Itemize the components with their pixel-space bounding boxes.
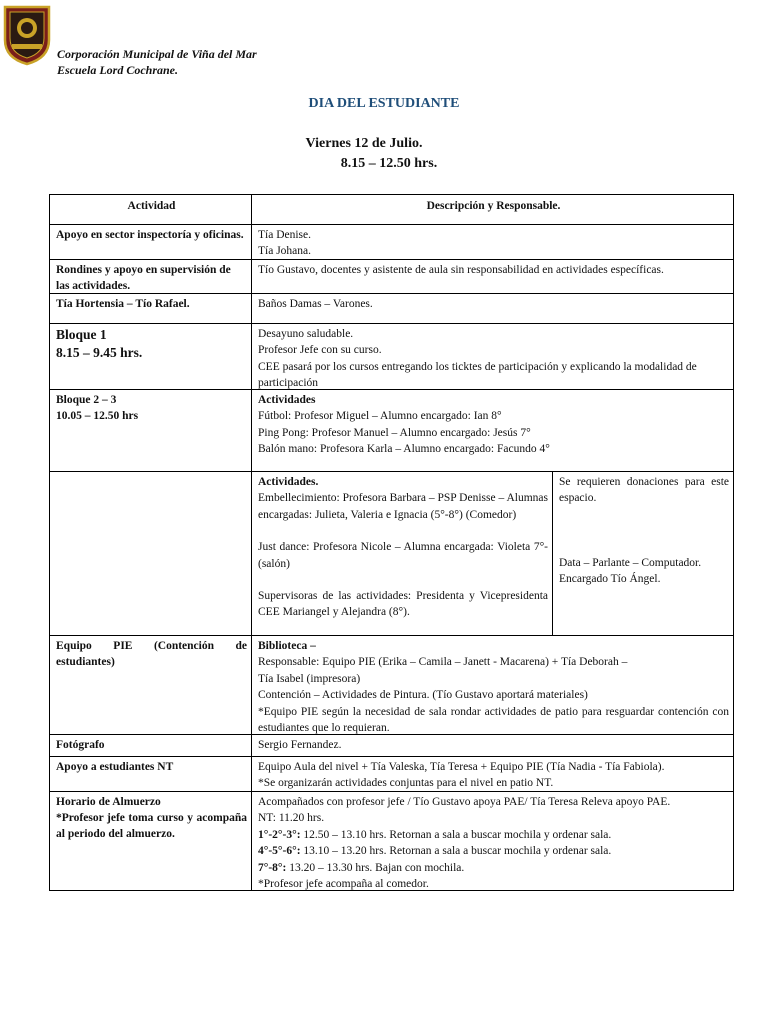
activity-cell: Apoyo en sector inspectoría y oficinas.	[50, 225, 252, 259]
table-header-row	[50, 195, 734, 225]
description-cell	[252, 636, 734, 734]
table-row	[50, 294, 734, 324]
date-line-2: 8.15 – 12.50 hrs.	[340, 156, 438, 171]
grade-schedule: 13.20 – 13.30 hrs. Bajan con mochila.	[286, 861, 465, 874]
description-line: CEE pasará por los cursos entregando los ticktes de participación y explicando la modalidad de participación	[258, 360, 697, 390]
description-line: NT: 11.20 hrs.	[258, 812, 325, 825]
note-line: Data – Parlante – Computador.	[559, 556, 702, 569]
event-date	[0, 134, 728, 174]
document-title: DIA DEL ESTUDIANTE	[308, 96, 460, 111]
description-line: Contención – Actividades de Pintura. (Tío Gustavo aportará materiales)	[258, 689, 588, 702]
schedule-table	[49, 194, 734, 891]
org-line-1: Corporación Municipal de Viña del Mar	[57, 47, 257, 61]
table-row	[50, 636, 734, 735]
activity-cell	[50, 324, 252, 389]
activity-cell	[50, 390, 252, 471]
description-line: Profesor Jefe con su curso.	[258, 344, 382, 357]
organization-name	[57, 46, 257, 78]
description-cell: Baños Damas – Varones.	[252, 294, 734, 323]
description-cell	[252, 324, 734, 389]
grade-schedule: 12.50 – 13.10 hrs. Retornan a sala a buscar mochila y ordenar sala.	[300, 828, 612, 841]
table-row	[50, 735, 734, 757]
activity-cell	[50, 472, 252, 635]
activity-cell: Tía Hortensia – Tío Rafael.	[50, 294, 252, 323]
description-line: *Profesor jefe acompaña al comedor.	[258, 878, 429, 891]
description-line: Responsable: Equipo PIE (Erika – Camila – Janett - Macarena) + Tía Deborah –	[258, 656, 628, 669]
activity-cell: Equipo PIE (Contención de estudiantes)	[50, 636, 252, 734]
description-heading: Actividades	[258, 394, 316, 406]
table-row	[50, 225, 734, 260]
description-line: Embellecimiento: Profesora Barbara – PSP Denisse – Alumnas encargadas: Julieta, Valeria e Ignacia (5°-8°) (Comedor)	[258, 492, 548, 521]
table-row	[50, 472, 734, 636]
activity-cell: Apoyo a estudiantes NT	[50, 757, 252, 791]
column-header-description: Descripción y Responsable.	[252, 195, 734, 224]
column-header-activity: Actividad	[50, 195, 252, 224]
description-heading: Biblioteca –	[258, 640, 316, 652]
description-line: Tía Johana.	[258, 245, 312, 258]
block-label: Bloque 2 – 3	[56, 394, 117, 406]
table-row	[50, 757, 734, 792]
activity-note: *Profesor jefe toma curso y acompaña al periodo del almuerzo.	[56, 812, 247, 840]
description-cell	[252, 757, 734, 791]
table-row	[50, 324, 734, 390]
description-line: Balón mano: Profesora Karla – Alumno encargado: Facundo 4°	[258, 443, 550, 456]
description-line	[258, 827, 729, 843]
activity-cell: Fotógrafo	[50, 735, 252, 756]
table-row	[50, 792, 734, 891]
description-line: Acompañados con profesor jefe / Tío Gustavo apoya PAE/ Tía Teresa Releva apoyo PAE.	[258, 796, 671, 808]
block-label: Bloque 1	[56, 327, 107, 342]
description-heading: Actividades.	[258, 476, 319, 488]
description-line	[258, 860, 729, 876]
notes-cell	[553, 472, 734, 635]
grade-label: 7°-8°:	[258, 861, 287, 874]
school-crest-logo	[2, 4, 52, 66]
grade-schedule: 13.10 – 13.20 hrs. Retornan a sala a buscar mochila y ordenar sala.	[300, 845, 612, 858]
description-line: *Se organizarán actividades conjuntas para el nivel en patio NT.	[258, 777, 554, 790]
description-line: Supervisoras de las actividades: Presidenta y Vicepresidenta CEE Mariangel y Alejandra (8°).	[258, 590, 548, 619]
org-line-2: Escuela Lord Cochrane.	[57, 63, 179, 77]
activity-heading: Horario de Almuerzo	[56, 796, 161, 808]
description-cell: Sergio Fernandez.	[252, 735, 734, 756]
description-line	[258, 843, 729, 859]
activity-cell: Rondines y apoyo en supervisión de las actividades.	[50, 260, 252, 293]
table-row	[50, 260, 734, 294]
date-line-1: Viernes 12 de Julio.	[305, 136, 423, 151]
description-line: Just dance: Profesora Nicole – Alumna encargada: Violeta 7°- (salón)	[258, 541, 548, 570]
description-cell	[252, 472, 553, 635]
description-cell	[252, 792, 734, 890]
description-line: Equipo Aula del nivel + Tía Valeska, Tía Teresa + Equipo PIE (Tía Nadia - Tía Fabiola).	[258, 761, 665, 773]
description-line: Desayuno saludable.	[258, 328, 354, 340]
block-time: 8.15 – 9.45 hrs.	[56, 345, 143, 360]
table-row	[50, 390, 734, 472]
description-line: Ping Pong: Profesor Manuel – Alumno encargado: Jesús 7°	[258, 426, 531, 439]
activity-cell	[50, 792, 252, 890]
grade-label: 4°-5°-6°:	[258, 845, 301, 858]
note-line: Se requieren donaciones para este espacio.	[559, 476, 729, 505]
description-line: Fútbol: Profesor Miguel – Alumno encargado: Ian 8°	[258, 410, 502, 423]
grade-label: 1°-2°-3°:	[258, 828, 301, 841]
description-line: Tía Isabel (impresora)	[258, 672, 361, 685]
description-cell	[252, 225, 734, 259]
description-line: Tía Denise.	[258, 229, 312, 241]
description-cell: Tío Gustavo, docentes y asistente de aula sin responsabilidad en actividades específicas.	[252, 260, 734, 293]
note-line: Encargado Tío Ángel.	[559, 573, 661, 586]
block-time: 10.05 – 12.50 hrs	[56, 410, 139, 422]
description-cell	[252, 390, 734, 471]
description-line: *Equipo PIE según la necesidad de sala rondar actividades de patio para resguardar contención con estudiantes que lo requieran.	[258, 705, 729, 735]
